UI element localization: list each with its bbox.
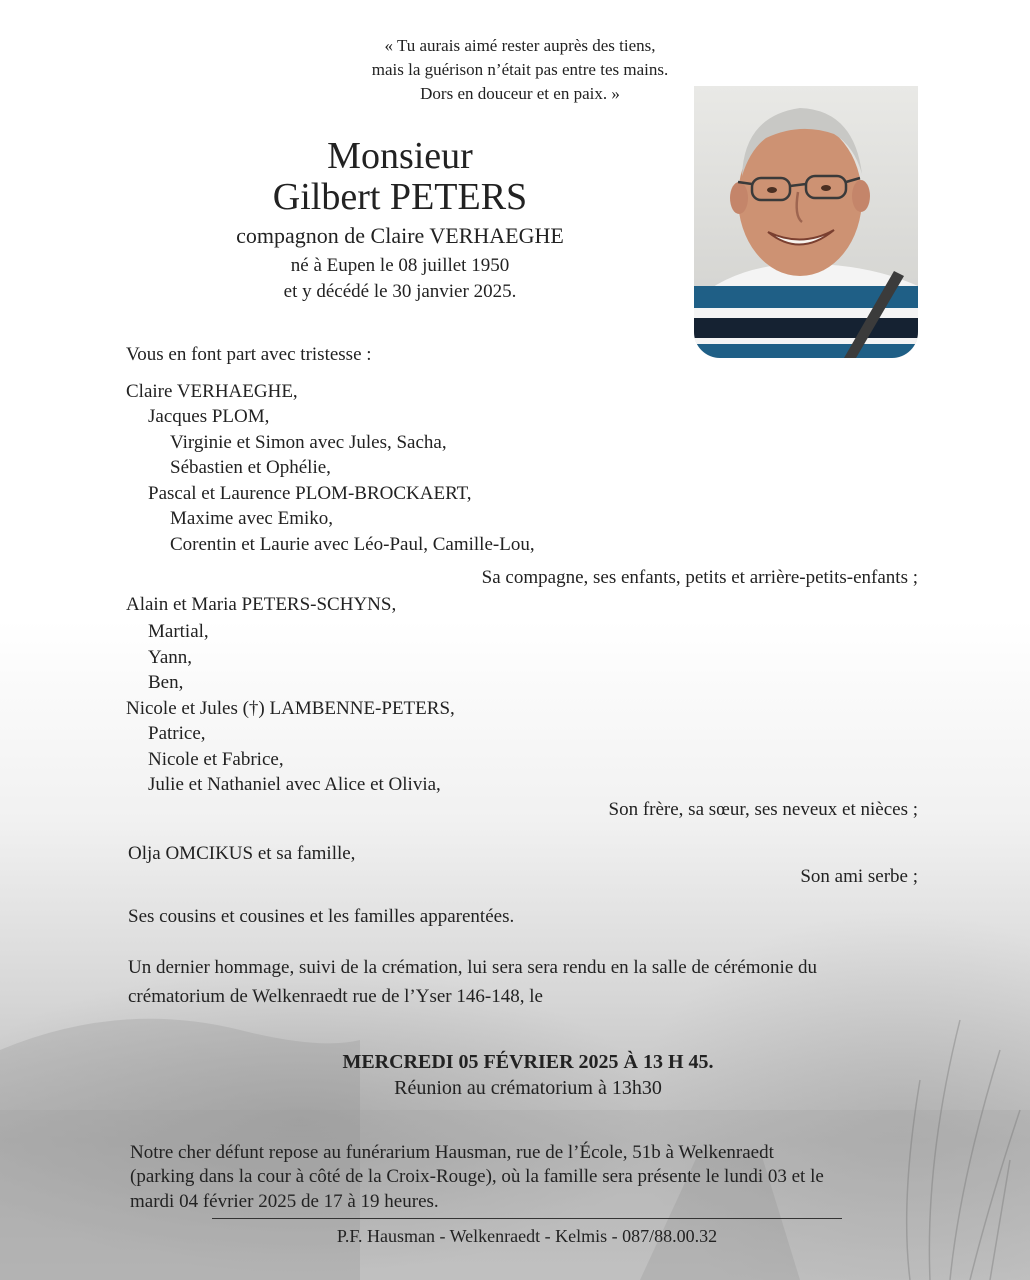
family-member: Julie et Nathaniel avec Alice et Olivia, — [148, 774, 441, 795]
ceremony-date: MERCREDI 05 FÉVRIER 2025 À 13 H 45. — [342, 1051, 714, 1073]
quote-line-2: mais la guérison n’était pas entre tes mains. — [371, 60, 669, 79]
honorific: Monsieur — [327, 135, 473, 177]
family-member: Patrice, — [148, 723, 206, 744]
ceremony-line-1: Un dernier hommage, suivi de la crémation, lui sera sera rendu en la salle de cérémonie du — [128, 957, 818, 978]
family-member: Sébastien et Ophélie, — [170, 457, 331, 478]
family-member: Ben, — [148, 672, 184, 693]
family-member: Claire VERHAEGHE, — [126, 381, 298, 402]
portrait-photo — [694, 86, 918, 358]
footer-divider — [212, 1218, 842, 1219]
family-member: Jacques PLOM, — [148, 406, 270, 427]
friend-summary: Son ami serbe ; — [800, 866, 918, 887]
meeting-time: Réunion au crématorium à 13h30 — [394, 1077, 662, 1099]
funerarium-line-1: Notre cher défunt repose au funérarium Hausman, rue de l’École, 51b à Welkenraedt — [130, 1142, 774, 1163]
intro-line: Vous en font part avec tristesse : — [126, 344, 372, 365]
memorial-quote — [290, 34, 750, 106]
cousins-line: Ses cousins et cousines et les familles apparentées. — [128, 906, 515, 927]
family-member: Maxime avec Emiko, — [170, 508, 334, 529]
death-line: et y décédé le 30 janvier 2025. — [283, 281, 517, 302]
family-member: Virginie et Simon avec Jules, Sacha, — [170, 432, 447, 453]
funerarium-line-2: (parking dans la cour à côté de la Croix-Rouge), où la famille sera présente le lundi 03 et le — [130, 1166, 824, 1187]
birth-line: né à Eupen le 08 juillet 1950 — [290, 255, 510, 276]
family-member: Martial, — [148, 621, 209, 642]
ceremony-line-2: crématorium de Welkenraedt rue de l’Yser 146-148, le — [128, 986, 543, 1007]
quote-line-1: « Tu aurais aimé rester auprès des tiens, — [384, 36, 656, 55]
friend-line: Olja OMCIKUS et sa famille, — [128, 843, 356, 864]
family-member: Yann, — [148, 647, 193, 668]
quote-line-3: Dors en douceur et en paix. » — [420, 84, 620, 103]
portrait-illustration — [694, 86, 918, 358]
family-member: Nicole et Fabrice, — [148, 749, 284, 770]
deceased-name: Gilbert PETERS — [272, 176, 528, 218]
family-member: Nicole et Jules (†) LAMBENNE-PETERS, — [126, 698, 455, 719]
family-member: Corentin et Laurie avec Léo-Paul, Camille-Lou, — [170, 534, 535, 555]
family-member: Pascal et Laurence PLOM-BROCKAERT, — [148, 483, 472, 504]
funerarium-line-3: mardi 04 février 2025 de 17 à 19 heures. — [130, 1191, 439, 1212]
footer-credit: P.F. Hausman - Welkenraedt - Kelmis - 087/88.00.32 — [336, 1226, 718, 1246]
family-summary: Son frère, sa sœur, ses neveux et nièces ; — [608, 799, 918, 820]
companion-line: compagnon de Claire VERHAEGHE — [236, 223, 564, 248]
family-member: Alain et Maria PETERS-SCHYNS, — [126, 594, 397, 615]
family-summary: Sa compagne, ses enfants, petits et arrière-petits-enfants ; — [481, 567, 918, 588]
